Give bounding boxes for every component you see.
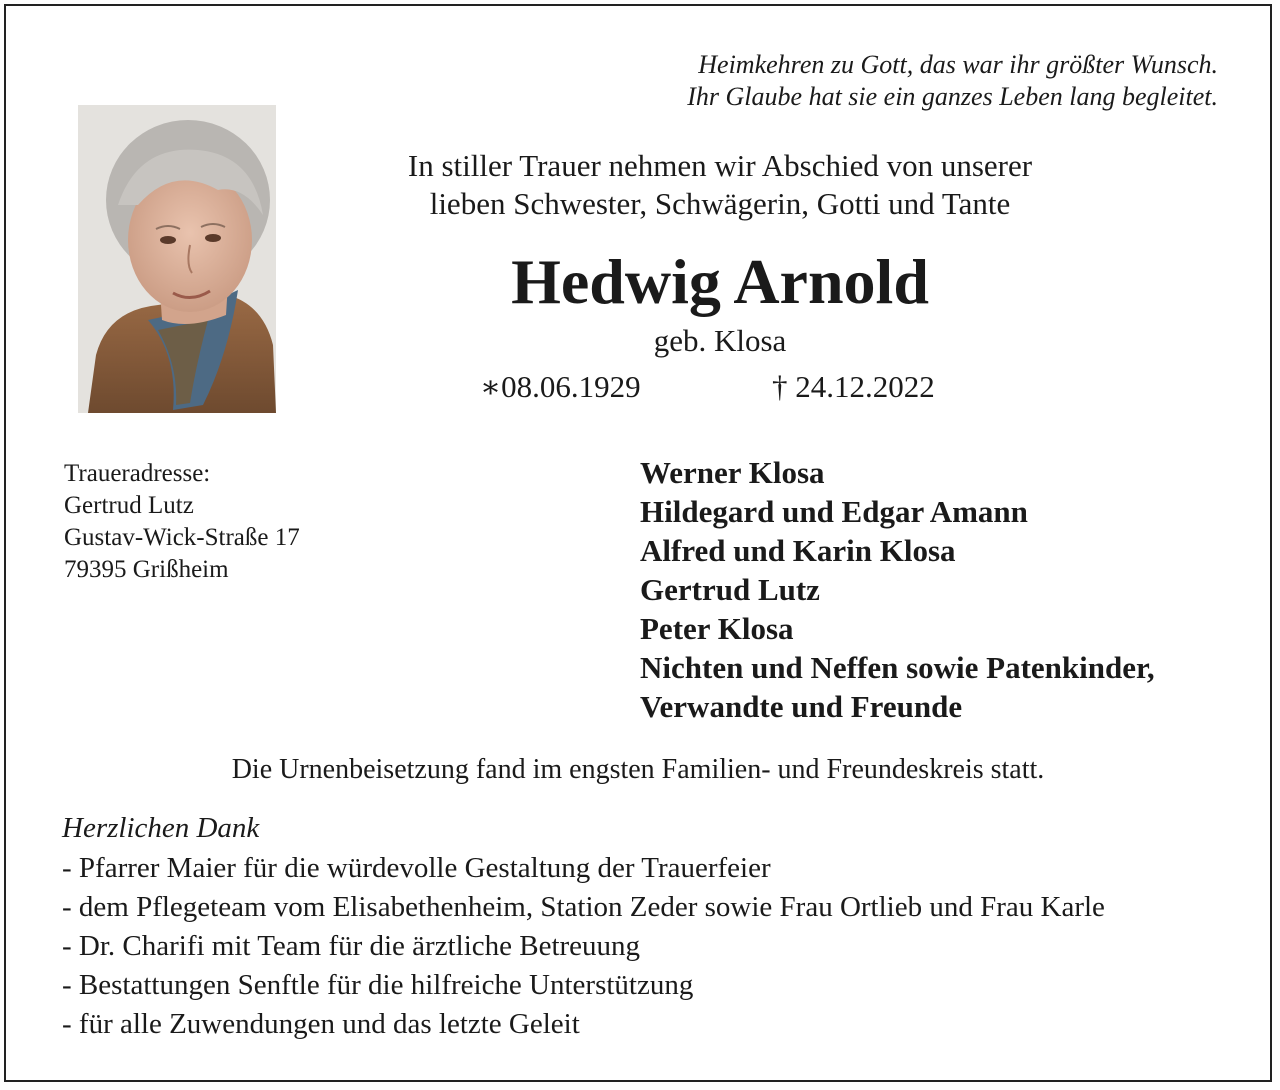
address-label: Traueradresse: — [64, 460, 211, 487]
thanks-item: - Bestattungen Senftle für die hilfreiche Unterstützung — [62, 969, 694, 1001]
birth-star-icon: ∗ — [480, 369, 502, 404]
birth-date-row — [480, 369, 641, 405]
mourners-list — [640, 453, 1155, 726]
urn-notice: Die Urnenbeisetzung fand im engsten Familien- und Freundeskreis statt. — [231, 754, 1045, 785]
intro-line-2: lieben Schwester, Schwägerin, Gotti und Tante — [429, 186, 1011, 221]
mourner-item: Verwandte und Freunde — [640, 689, 963, 724]
thanks-list — [62, 849, 1105, 1044]
birth-date: 08.06.1929 — [501, 369, 641, 404]
death-date: 24.12.2022 — [795, 369, 935, 404]
intro-line-1: In stiller Trauer nehmen wir Abschied von unserer — [407, 148, 1033, 183]
thanks-item: - Dr. Charifi mit Team für die ärztliche Betreuung — [62, 930, 641, 962]
death-cross-icon: † — [772, 369, 788, 404]
portrait-illustration — [78, 105, 276, 413]
mourner-item: Alfred und Karin Klosa — [640, 533, 956, 568]
mourner-item: Werner Klosa — [640, 455, 825, 490]
thanks-item: - dem Pflegeteam vom Elisabethenheim, Station Zeder sowie Frau Ortlieb und Frau Karle — [62, 891, 1105, 923]
address-street: Gustav-Wick-Straße 17 — [64, 524, 300, 551]
death-date-row — [772, 369, 935, 405]
address-city: 79395 Grißheim — [64, 556, 229, 583]
address-name: Gertrud Lutz — [64, 492, 194, 519]
quote-line-2: Ihr Glaube hat sie ein ganzes Leben lang begleitet. — [687, 82, 1218, 111]
deceased-name: Hedwig Arnold — [511, 246, 929, 317]
maiden-name: geb. Klosa — [653, 323, 787, 358]
mourner-item: Hildegard und Edgar Amann — [640, 494, 1028, 529]
thanks-item: - für alle Zuwendungen und das letzte Geleit — [62, 1008, 580, 1040]
mourner-item: Gertrud Lutz — [640, 572, 820, 607]
thanks-title: Herzlichen Dank — [62, 812, 260, 844]
thanks-item: - Pfarrer Maier für die würdevolle Gestaltung der Trauerfeier — [62, 852, 771, 884]
portrait-photo — [78, 105, 276, 413]
quote-line-1: Heimkehren zu Gott, das war ihr größter Wunsch. — [698, 50, 1218, 79]
mourner-item: Peter Klosa — [640, 611, 794, 646]
mourner-item: Nichten und Neffen sowie Patenkinder, — [640, 650, 1155, 685]
